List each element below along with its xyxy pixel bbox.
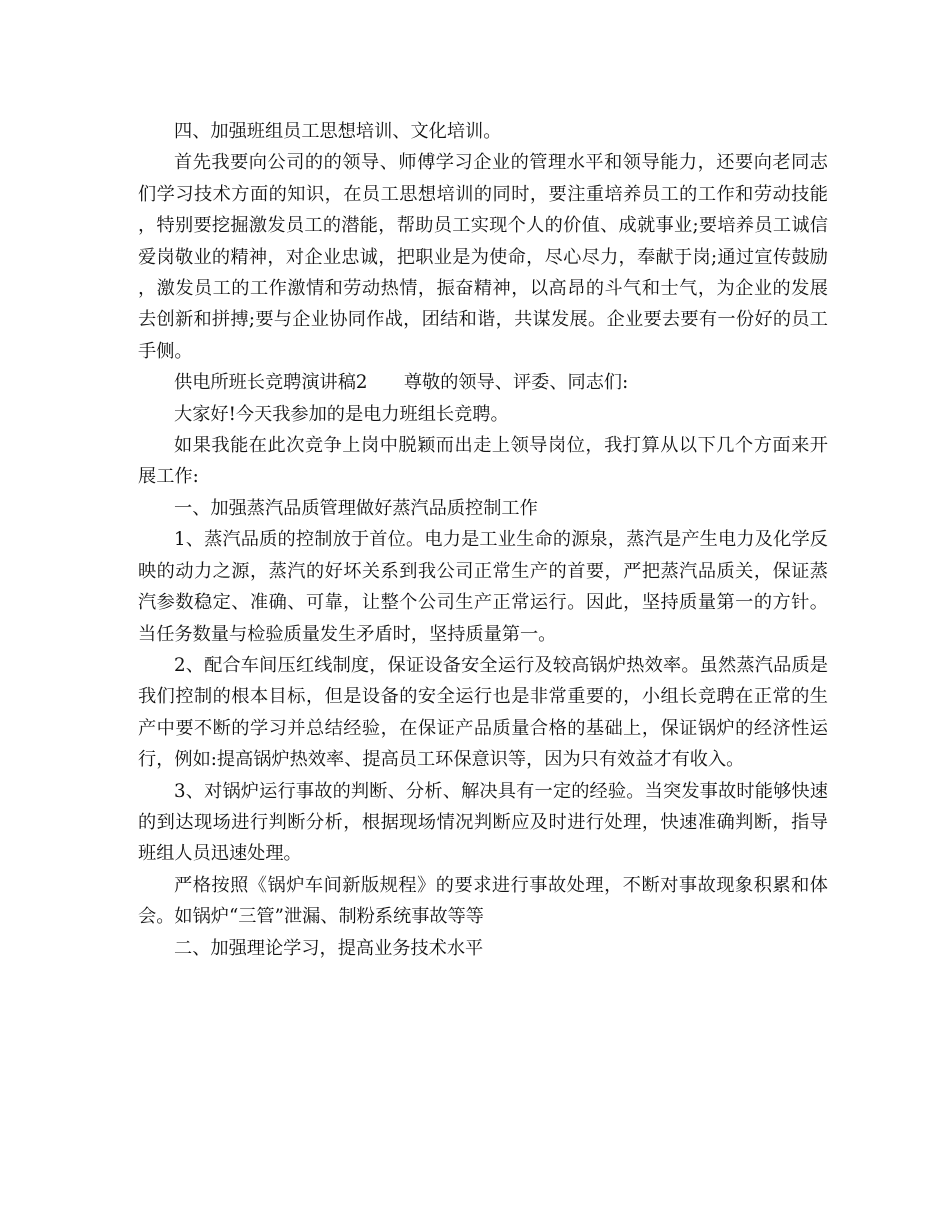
paragraph-plan-intro: 如果我能在此次竞争上岗中脱颖而出走上领导岗位，我打算从以下几个方面来开展工作: [138, 435, 828, 488]
paragraph-item-one: 1、蒸汽品质的控制放于首位。电力是工业生命的源泉，蒸汽是产生电力及化学反映的动力之源，蒸汽的好坏关系到我公司正常生产的首要，严把蒸汽品质关，保证蒸汽参数稳定、准确、可靠，让整个公司生产正常运行。因此，坚持质量第一的方针。当任务数量与检验质量发生矛盾时，坚持质量第一。 [138, 529, 828, 645]
paragraph-section-four-heading: 四、加强班组员工思想培训、文化培训。 [174, 121, 502, 142]
paragraph-section-one-heading: 一、加强蒸汽品质管理做好蒸汽品质控制工作 [174, 497, 538, 519]
paragraph-speech-title-greeting: 供电所班长竞聘演讲稿2 尊敬的领导、评委、同志们: [174, 372, 629, 394]
paragraph-section-two-heading: 二、加强理论学习，提高业务技术水平 [174, 937, 484, 959]
paragraph-item-two: 2、配合车间压红线制度，保证设备安全运行及较高锅炉热效率。虽然蒸汽品质是我们控制的根本目标，但是设备的安全运行也是非常重要的，小组长竞聘在正常的生产中要不断的学习并总结经验，在保证产品质量合格的基础上，保证锅炉的经济性运行，例如:提高锅炉热效率、提高员工环保意识等，因为只有效益才有收入。 [138, 654, 828, 771]
paragraph-item-three: 3、对锅炉运行事故的判断、分析、解决具有一定的经验。当突发事故时能够快速的到达现场进行判断分析，根据现场情况判断应及时进行处理，快速准确判断，指导班组人员迅速处理。 [138, 780, 828, 865]
paragraph-opening: 大家好!今天我参加的是电力班组长竞聘。 [174, 403, 509, 425]
paragraph-training-details: 首先我要向公司的的领导、师傅学习企业的管理水平和领导能力，还要向老同志们学习技术方面的知识，在员工思想培训的同时，要注重培养员工的工作和劳动技能，特别要挖掘激发员工的潜能，帮助员工实现个人的价值、成就事业;要培养员工诚信爱岗敬业的精神，对企业忠诚，把职业是为使命，尽心尽力，奉献于岗;通过宣传鼓励，激发员工的工作激情和劳动热情，振奋精神，以高昂的斗气和士气，为企业的发展去创新和拼搏;要与企业协同作战，团结和谐，共谋发展。企业要去要有一份好的员工手侧。 [138, 152, 828, 362]
document-body [138, 116, 828, 964]
paragraph-accident-handling: 严格按照《锅炉车间新版规程》的要求进行事故处理，不断对事故现象积累和体会。如锅炉“三管”泄漏、制粉系统事故等等 [138, 874, 828, 928]
